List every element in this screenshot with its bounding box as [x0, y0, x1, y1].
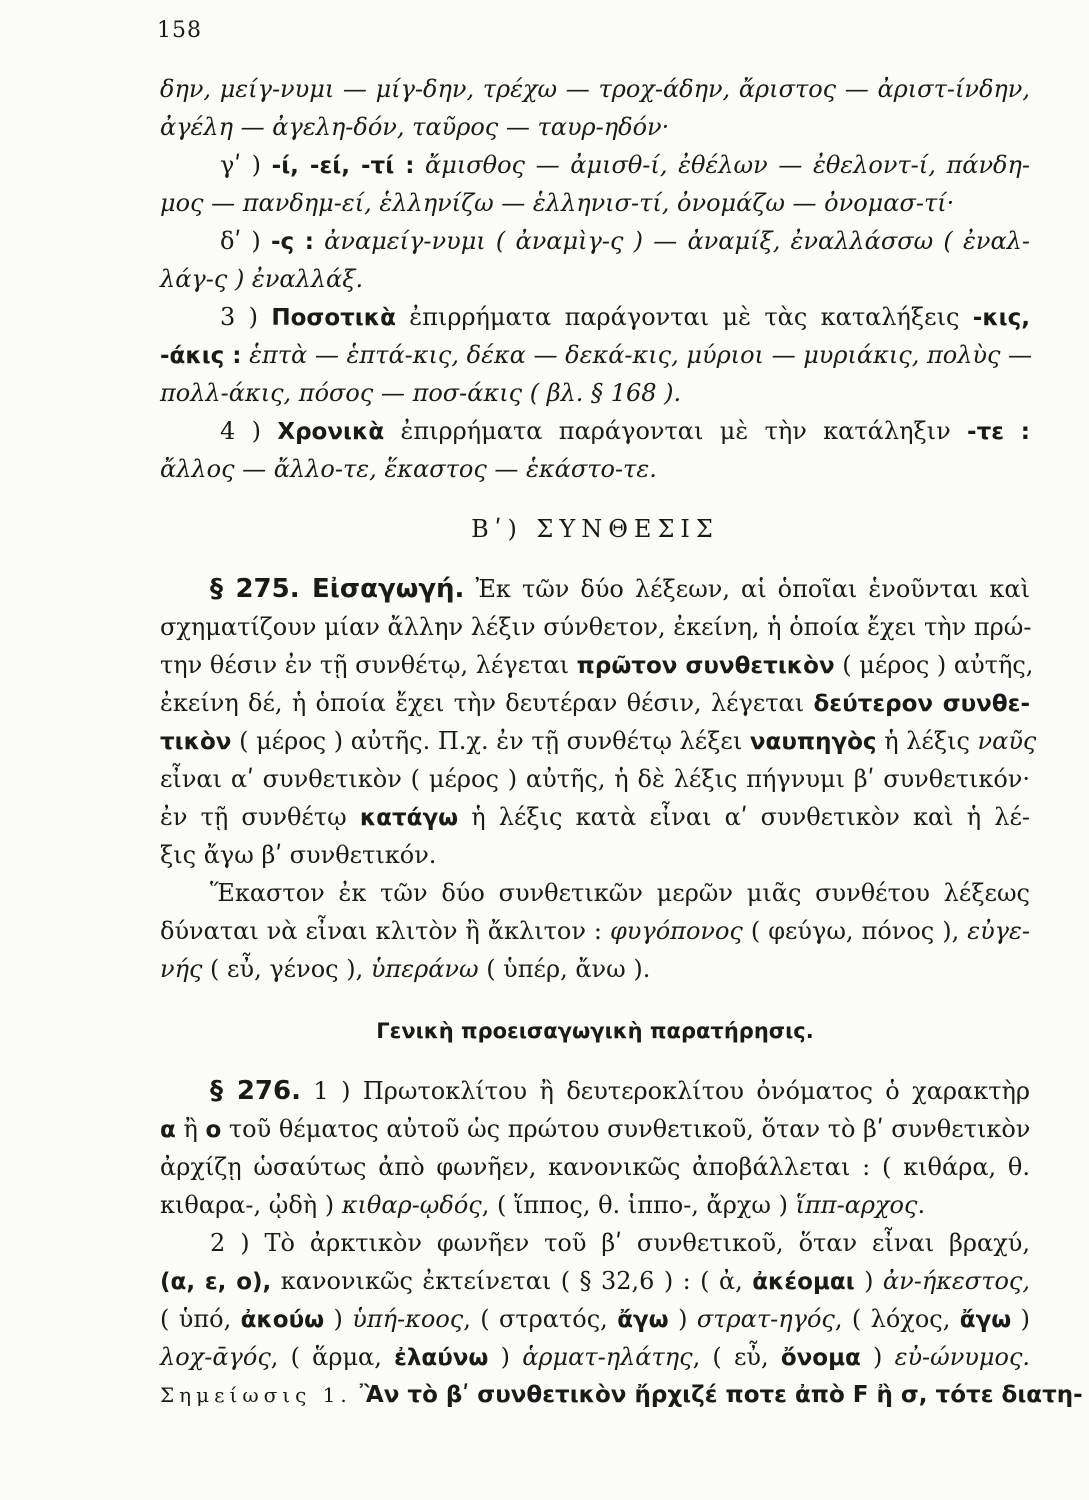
- plain-text: ): [668, 1305, 697, 1333]
- bold-term: -κις,: [972, 305, 1031, 331]
- text-line: [160, 1300, 1030, 1338]
- text-line: [160, 336, 1033, 374]
- text-line: σχηματίζουν μίαν ἄλλην λέξιν σύνθετον, ἐκείνη, ἡ ὁποία ἔχει τὴν πρώ-: [160, 613, 1032, 641]
- plain-text: τοῦ θέματος αὐτοῦ ὡς πρώτου συνθετικοῦ, ὅταν τὸ βʹ συνθετικὸν: [221, 1115, 1031, 1143]
- plain-text: ( ὑπέρ, ἄνω ).: [478, 955, 651, 983]
- text-line: ἀγέλη — ἀγελη-δόν, ταῦρος — ταυρ-ηδόν·: [160, 113, 670, 141]
- page-number: 158: [157, 18, 202, 43]
- plain-text: ): [860, 1343, 895, 1371]
- text-line: πολλ-άκις, πόσος — ποσ-άκις ( βλ. § 168 ).: [160, 379, 682, 407]
- text-line: [160, 1186, 1030, 1224]
- plain-text: ἡ λέξις κατὰ εἶναι αʹ συνθετικὸν καὶ ἡ λέ-: [458, 803, 1030, 831]
- text-line: [160, 646, 1034, 684]
- plain-text: ( εὖ, γένος ),: [202, 955, 371, 983]
- plain-text: ἐπιρρήματα παράγονται μὲ τὴν κατάληξιν: [384, 417, 968, 445]
- italic-text: ἵππ-αρχος: [795, 1191, 918, 1219]
- section-heading-275: § 275. Εἰσαγωγή.: [210, 574, 465, 604]
- plain-text: την θέσιν ἐν τῇ συνθέτῳ, λέγεται: [160, 651, 577, 679]
- text-line: 2 ) Τὸ ἀρκτικὸν φωνῆεν τοῦ βʹ συνθετικοῦ, ὅταν εἶναι βραχύ,: [210, 1229, 1030, 1257]
- plain-text: , ( εὖ,: [692, 1343, 781, 1371]
- plain-text: ( φεύγω, πόνος ),: [742, 917, 968, 945]
- plain-text: , ( ἵππος, θ. ἱππο-, ἄρχω ): [481, 1191, 796, 1219]
- italic-text: εὐγε-: [967, 917, 1031, 945]
- text-line: [160, 1110, 1030, 1148]
- item-marker: 3 ): [220, 303, 272, 331]
- section-heading-276: § 276.: [210, 1076, 301, 1106]
- italic-text: κιθαρ-ῳδός: [341, 1191, 482, 1219]
- text-line: [160, 298, 1030, 336]
- plain-text: κιθαρα-, ᾠδὴ ): [160, 1191, 342, 1219]
- italic-text: λοχ-ᾱγός: [160, 1343, 271, 1371]
- italic-text: ἀναμείγ-νυμι ( ἀναμὶγ-ς ) — ἀναμίξ, ἐναλλάσσω ( ἐναλ-: [313, 227, 1030, 255]
- text-line: [160, 146, 1030, 184]
- plain-text: κανονικῶς ἐκτείνεται ( § 32,6 ) : ( ἀ,: [271, 1267, 753, 1295]
- plain-text: , ( λόχος,: [834, 1305, 960, 1333]
- plain-text: ): [1011, 1305, 1031, 1333]
- italic-text: ναῦς: [977, 727, 1037, 755]
- note-label: Σημείωσις 1.: [160, 1383, 352, 1407]
- item-marker: δʹ ): [220, 227, 271, 255]
- item-marker: 4 ): [220, 417, 278, 445]
- italic-text: νής: [160, 955, 203, 983]
- plain-text: ( μέρος ) αὐτῆς,: [834, 651, 1034, 679]
- text-line: ξις ἄγω βʹ συνθετικόν.: [160, 841, 437, 869]
- text-line: Ἕκαστον ἐκ τῶν δύο συνθετικῶν μερῶν μιᾶς συνθέτου λέξεως: [210, 879, 1030, 907]
- text-line: δην, μείγ-νυμι — μίγ-δην, τρέχω — τροχ-άδην, ἄριστος — ἀριστ-ίνδην,: [160, 75, 1030, 103]
- page-body: [160, 70, 1083, 1414]
- plain-text: ): [324, 1305, 353, 1333]
- footnote-line: [160, 1376, 1083, 1414]
- text-line: μος — πανδημ-εί, ἑλληνίζω — ἑλληνισ-τί, ὀνομάζω — ὀνομασ-τί·: [160, 189, 955, 217]
- bold-term: Χρονικὰ: [277, 419, 385, 445]
- bold-term: α: [160, 1117, 176, 1143]
- bold-term: (α, ε, ο),: [160, 1269, 272, 1295]
- bold-term: ἄγω: [959, 1307, 1012, 1333]
- spacer: [160, 488, 1030, 510]
- text-line: [160, 570, 1030, 608]
- text-line: [160, 950, 1030, 988]
- bold-term: ο: [205, 1117, 222, 1143]
- text-line: [160, 412, 1030, 450]
- item-marker: γʹ ): [220, 151, 272, 179]
- plain-text: ( ὑπό,: [160, 1305, 241, 1333]
- text-line: ἄλλος — ἄλλο-τε, ἕκαστος — ἑκάστο-τε.: [160, 455, 657, 483]
- text-line: [160, 222, 1030, 260]
- spacer: [160, 548, 1030, 570]
- spacer: [160, 1050, 1030, 1072]
- italic-text: ἀν-ήκεστος,: [882, 1267, 1030, 1295]
- italic-text: εὐ-ώνυμος.: [894, 1343, 1031, 1371]
- bold-term: δεύτερον συνθε-: [813, 691, 1030, 717]
- text-line: ἀρχίζῃ ὡσαύτως ἀπὸ φωνῆεν, κανονικῶς ἀποβάλλεται : ( κιθάρα, θ.: [160, 1153, 1030, 1181]
- bold-term: πρῶτον συνθετικὸν: [576, 653, 835, 679]
- plain-text: δύναται νὰ εἶναι κλιτὸν ἢ ἄκλιτον :: [160, 917, 610, 945]
- bold-term: ναυπηγὸς: [749, 729, 877, 755]
- plain-text: ἐν τῇ συνθέτῳ: [160, 803, 360, 831]
- text-line: λάγ-ς ) ἐναλλάξ.: [160, 265, 364, 293]
- plain-text: ἐπιρρήματα παράγονται μὲ τὰς καταλήξεις: [395, 303, 973, 331]
- plain-text: ἢ: [175, 1115, 206, 1143]
- plain-text: , ( στρατός,: [463, 1305, 618, 1333]
- italic-text: ἁρματ-ηλάτης: [522, 1343, 693, 1371]
- italic-text: στρατ-ηγός: [696, 1305, 835, 1333]
- plain-text: , ( ἅρμα,: [270, 1343, 395, 1371]
- bold-term: -άκις :: [160, 343, 242, 369]
- bold-term: ἀκούω: [240, 1307, 325, 1333]
- text-line: [160, 1072, 1030, 1110]
- plain-text: ): [488, 1343, 523, 1371]
- bold-term: ἄγω: [617, 1307, 669, 1333]
- note-text: Ἂν τὸ βʹ συνθετικὸν ἤρχιζέ ποτε ἀπὸ F ἢ σ, τότε διατη-: [351, 1382, 1083, 1408]
- text-line: [160, 722, 1037, 760]
- bold-term: -τε :: [967, 419, 1031, 445]
- bold-term: ἀκέομαι: [752, 1269, 855, 1295]
- bold-term: -ί, -εί, -τί :: [271, 153, 415, 179]
- italic-text: ἄμισθος — ἀμισθ-ί, ἐθέλων — ἐθελοντ-ί, πάνδη-: [414, 151, 1030, 179]
- bold-term: Ποσοτικὰ: [271, 305, 396, 331]
- bold-term: ὄνομα: [780, 1345, 861, 1371]
- plain-text: .: [917, 1191, 926, 1219]
- plain-text: ( μέρος ) αὐτῆς. Π.χ. ἐν τῇ συνθέτῳ λέξει: [231, 727, 750, 755]
- plain-text: ἡ λέξις: [876, 727, 978, 755]
- bold-term: τικὸν: [160, 729, 232, 755]
- bold-term: ἐλαύνω: [394, 1345, 489, 1371]
- text-line: [160, 684, 1030, 722]
- plain-text: Ἐκ τῶν δύο λέξεων, αἱ ὁποῖαι ἑνοῦνται καὶ: [464, 575, 1030, 603]
- plain-text: ἐκείνη δέ, ἡ ὁποία ἔχει τὴν δευτέραν θέσιν, λέγεται: [160, 689, 814, 717]
- section-title: Βʹ) ΣΥΝΘΕΣΙΣ: [471, 515, 719, 543]
- italic-text: ἑπτὰ — ἑπτά-κις, δέκα — δεκά-κις, μύριοι — μυριάκις, πολὺς —: [241, 341, 1033, 369]
- italic-text: ὑπή-κοος: [352, 1305, 464, 1333]
- text-line: [160, 798, 1030, 836]
- text-line: [160, 912, 1030, 950]
- text-line: [160, 1262, 1030, 1300]
- italic-text: φυγόπονος: [609, 917, 743, 945]
- spacer: [160, 988, 1030, 1010]
- bold-term: κατάγω: [359, 805, 459, 831]
- plain-text: ): [854, 1267, 883, 1295]
- italic-text: ὑπεράνω: [370, 955, 479, 983]
- text-line: εἶναι αʹ συνθετικὸν ( μέρος ) αὐτῆς, ἡ δὲ λέξις πήγνυμι βʹ συνθετικόν·: [160, 765, 1030, 793]
- plain-text: 1 ) Πρωτοκλίτου ἢ δευτεροκλίτου ὀνόματος ὁ χαρακτὴρ: [300, 1077, 1030, 1105]
- bold-term: -ς :: [270, 229, 314, 255]
- text-line: [160, 1338, 1030, 1376]
- heading-text: Γενικὴ προεισαγωγικὴ παρατήρησις.: [376, 1019, 814, 1043]
- subsection-heading: [160, 1010, 1030, 1050]
